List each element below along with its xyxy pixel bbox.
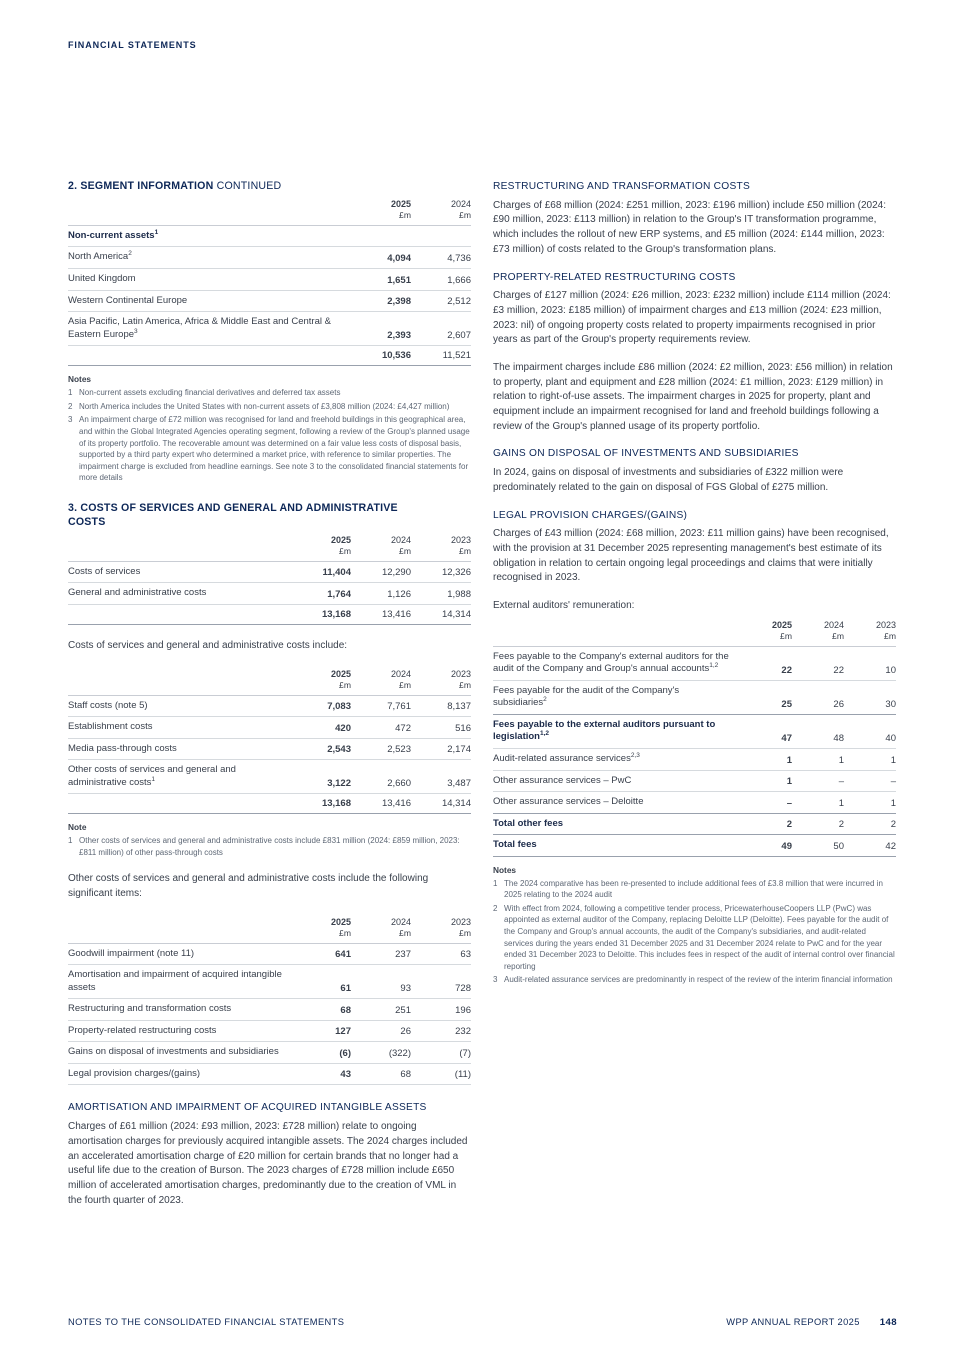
note-item	[68, 414, 471, 484]
value-2023: 42	[885, 840, 896, 852]
table-row	[68, 1042, 471, 1064]
footnote-ref: 2	[543, 696, 547, 704]
value-2023: 196	[455, 1004, 471, 1016]
auditors-fees-table	[493, 618, 896, 857]
page-number: 148	[879, 1317, 897, 1328]
significant-items-intro: Other costs of services and general and administrative costs include the following significant items:	[68, 873, 429, 900]
value-2023: 1,988	[447, 588, 471, 600]
value-2025: 68	[340, 1004, 351, 1016]
row-label: Fees payable to the Company's external auditors for the audit of the Company and Group's annual accounts$^{1,2}$	[493, 650, 729, 675]
value-2023: 1	[890, 797, 896, 809]
running-header: FINANCIAL STATEMENTS	[68, 40, 197, 50]
table-row	[68, 269, 471, 291]
value-2024: 68	[400, 1069, 411, 1081]
value-2025: 2,393	[387, 330, 411, 342]
gains-paragraph: In 2024, gains on disposal of investments and subsidiaries of £322 million were predominately related to the gain on disposal of FGS Global of £275 million.	[493, 467, 844, 493]
right-column	[493, 180, 896, 1000]
section-title-text: 2. SEGMENT INFORMATION	[68, 180, 214, 192]
table-row	[68, 717, 471, 739]
table-row	[68, 1064, 471, 1086]
row-label: Establishment costs	[68, 721, 153, 733]
value-2023: (7)	[459, 1047, 471, 1059]
table-row	[68, 247, 471, 269]
legal-provision-paragraph: Charges of £43 million (2024: £68 million, 2023: £11 million gains) have been recognised, with the provision at 31 December 2025 representing management's best estimate of its obligation in relation to certain ongoing legal proceedings and claims that were initially recognised in 2023.	[493, 528, 889, 584]
value-2025: 11,404	[322, 567, 351, 579]
value-2023: 10	[885, 664, 896, 676]
note-number: 1	[68, 388, 73, 398]
row-label: Total other fees	[493, 817, 564, 829]
table-row	[68, 965, 471, 999]
value-2025: 1	[786, 754, 792, 766]
row-label: Non-current assets$^1$	[68, 228, 159, 241]
table-row	[68, 739, 471, 761]
segment-section-title	[68, 180, 471, 194]
value-2023: 3,487	[447, 778, 471, 790]
row-label: United Kingdom	[68, 273, 136, 285]
value-2023: 232	[455, 1026, 471, 1038]
value-2023: 30	[885, 698, 896, 710]
row-label: Total fees	[493, 839, 537, 851]
note-text: Other costs of services and general and administrative costs include £831 million (2024: £859 million, 2023: £811 million) of other pass-through costs	[79, 836, 460, 857]
value-2024: 93	[400, 983, 411, 995]
two-column-layout	[68, 180, 897, 1221]
row-label: Audit-related assurance services$^{2,3}$	[493, 751, 640, 764]
note-text: Non-current assets excluding financial derivatives and deferred tax assets	[79, 388, 341, 398]
costs-breakdown-table	[68, 667, 471, 815]
value-2024: 251	[395, 1004, 411, 1016]
footer-section-title: NOTES TO THE CONSOLIDATED FINANCIAL STATEMENTS	[68, 1317, 345, 1327]
value-2025: 43	[340, 1069, 351, 1081]
value-2024: 13,416	[381, 798, 411, 810]
table-subtotal-row	[493, 715, 896, 749]
value-2025: 2,398	[387, 296, 411, 308]
value-2025: 13,168	[321, 608, 351, 620]
value-2025: 641	[335, 949, 351, 961]
value-2023: 1	[890, 754, 896, 766]
value-2023: 728	[455, 983, 471, 995]
value-2024: 26	[833, 698, 844, 710]
row-label: Gains on disposal of investments and subsidiaries	[68, 1046, 279, 1058]
left-column	[68, 180, 471, 1221]
value-2025: 4,094	[387, 253, 411, 265]
property-restructuring-paragraph-2: The impairment charges include £86 million (2024: £2 million, 2023: £56 million) in relation to property, plant and equipment and £28 million (2024: £1 million, 2023: £129 million) in relation to right-of-use assets. The impairment charges in 2025 for property, plant and equipment include an impairment recognised for land and freehold buildings following a review of the Group's planned usage of its property portfolio.	[493, 362, 893, 432]
note-number: 3	[68, 415, 73, 425]
value-2025: 22	[781, 664, 792, 676]
value-2024: 4,736	[447, 253, 471, 265]
value-2023: 63	[460, 949, 471, 961]
value-2024: 13,416	[381, 608, 411, 620]
property-restructuring-heading: PROPERTY-RELATED RESTRUCTURING COSTS	[493, 271, 736, 283]
value-2023: 516	[455, 722, 471, 734]
value-2024: 1,126	[387, 588, 411, 600]
value-2024: 1	[838, 797, 844, 809]
col-2025: 2025 £m	[330, 534, 351, 557]
table-total-row	[493, 835, 896, 857]
value-2025: 3,122	[327, 778, 351, 790]
value-2023: 40	[885, 732, 896, 744]
value-2025: –	[786, 797, 792, 809]
value-2025: 10,536	[381, 350, 411, 362]
row-label: Amortisation and impairment of acquired intangible assets	[68, 969, 282, 993]
col-2023: 2023 £m	[450, 668, 471, 690]
col-2024: 2024 £m	[390, 534, 411, 557]
value-2024: 26	[400, 1026, 411, 1038]
note-number: 3	[493, 975, 498, 985]
footnote-ref: 1,2	[709, 662, 719, 670]
amortisation-heading: AMORTISATION AND IMPAIRMENT OF ACQUIRED INTANGIBLE ASSETS	[68, 1102, 427, 1114]
value-2024: 472	[395, 722, 411, 734]
restructuring-heading: RESTRUCTURING AND TRANSFORMATION COSTS	[493, 181, 751, 192]
value-2024: (322)	[388, 1047, 411, 1059]
notes-title: Notes	[68, 374, 92, 385]
table-header	[68, 533, 471, 562]
row-label: Staff costs (note 5)	[68, 699, 148, 711]
value-2024: 50	[833, 840, 844, 852]
note-text: North America includes the United States with non-current assets of £3,808 million (2024: £4,427 million)	[79, 401, 450, 411]
report-title-text: WPP ANNUAL REPORT 2025	[726, 1317, 860, 1327]
table-row	[68, 291, 471, 313]
value-2024: 7,761	[387, 701, 411, 713]
table-row	[68, 944, 471, 966]
table-row	[68, 312, 471, 346]
table-row	[68, 999, 471, 1021]
value-2024: –	[838, 776, 844, 788]
note-item	[68, 835, 471, 858]
table-header	[493, 618, 896, 647]
table-total-row	[68, 346, 471, 366]
costs-summary-table	[68, 533, 471, 625]
table-group-row	[68, 226, 471, 248]
row-label: Property-related restructuring costs	[68, 1024, 217, 1036]
segment-table	[68, 197, 471, 366]
note-item	[68, 401, 471, 413]
auditors-notes	[493, 865, 896, 986]
footnote-ref: 3	[134, 327, 138, 335]
value-2025: (6)	[339, 1047, 351, 1059]
table-row	[493, 749, 896, 771]
note-item	[68, 387, 471, 399]
table-row	[68, 760, 471, 794]
value-2024: 22	[833, 664, 844, 676]
table-subtotal-row	[493, 814, 896, 836]
row-label: Legal provision charges/(gains)	[68, 1067, 201, 1079]
table-header	[68, 197, 471, 226]
note-number: 1	[493, 878, 498, 888]
footnote-ref: 1	[154, 228, 159, 236]
footer-report-title	[726, 1317, 897, 1328]
table-row	[493, 792, 896, 814]
value-2023: 8,137	[447, 701, 471, 713]
note-number: 1	[68, 836, 73, 846]
value-2025: 1,764	[327, 588, 351, 600]
table-row	[68, 696, 471, 718]
gains-heading: GAINS ON DISPOSAL OF INVESTMENTS AND SUBSIDIARIES	[493, 448, 799, 460]
property-restructuring-paragraph-1: Charges of £127 million (2024: £26 million, 2023: £232 million) include £114 million (2024: £3 million, 2023: £185 million) of impairment charges and £13 million (2024: £23 million, 2023: nil) of ongoing property costs related to property impairments recognised in prior years as part of the Group's property requirements review.	[493, 290, 891, 346]
table-row	[493, 771, 896, 793]
col-2023: 2023 £m	[450, 534, 471, 557]
costs-section-title: 3. COSTS OF SERVICES AND GENERAL AND ADMINISTRATIVE COSTS	[68, 501, 398, 528]
value-2023: –	[890, 776, 896, 788]
row-label: Costs of services	[68, 565, 141, 577]
value-2025: 25	[781, 698, 792, 710]
value-2024: 2	[838, 819, 844, 831]
value-2025: 2,543	[327, 744, 351, 756]
notes-title: Notes	[493, 864, 517, 875]
segment-notes	[68, 374, 471, 484]
value-2025: 13,168	[321, 798, 351, 810]
value-2024: 1	[838, 754, 844, 766]
col-2025: 2025 £m	[771, 619, 792, 642]
table-header	[68, 915, 471, 944]
value-2023: 2,174	[447, 744, 471, 756]
table-row	[68, 1021, 471, 1043]
page-footer	[68, 1317, 897, 1328]
row-label: General and administrative costs	[68, 587, 207, 599]
value-2023: 14,314	[441, 608, 471, 620]
value-2025: 47	[781, 732, 792, 744]
row-label: Asia Pacific, Latin America, Africa & Middle East and Central & Eastern Europe$^3$	[68, 316, 331, 340]
value-2024: 2,607	[447, 330, 471, 342]
value-2023: 12,326	[441, 567, 471, 579]
note-number: 2	[68, 401, 73, 411]
note-item	[493, 878, 896, 901]
table-row	[493, 681, 896, 715]
value-2024: 12,290	[381, 567, 411, 579]
table-total-row	[68, 794, 471, 814]
row-label: Goodwill impairment (note 11)	[68, 947, 195, 959]
col-2024: 2024 £m	[390, 668, 411, 690]
value-2024: 2,660	[387, 778, 411, 790]
value-2025: 2	[786, 819, 792, 831]
costs-note	[68, 822, 471, 858]
row-label: Other assurance services – PwC	[493, 774, 632, 786]
value-2024: 48	[833, 732, 844, 744]
footnote-ref: 1	[151, 775, 156, 783]
col-2024: 2024 £m	[823, 619, 844, 642]
col-2023: 2023 £m	[875, 619, 896, 642]
value-2023: 14,314	[441, 798, 471, 810]
table-row	[493, 647, 896, 681]
col-2023: 2023 £m	[450, 916, 471, 939]
value-2024: 1,666	[447, 274, 471, 286]
restructuring-paragraph: Charges of £68 million (2024: £251 million, 2023: £196 million) include £50 million (2024: £90 million, 2023: £113 million) in relation to the Group's IT transformation programme, which includes the rollout of new ERP systems, and £5 million (2024: £144 million, 2023: £73 million) of costs related to the Group's transformation plans.	[493, 199, 887, 255]
col-2025: 2025 £m	[390, 198, 411, 221]
value-2024: 2,512	[447, 296, 471, 308]
auditors-remuneration-intro: External auditors' remuneration:	[493, 600, 635, 612]
value-2024: 11,521	[442, 350, 471, 362]
significant-items-table	[68, 915, 471, 1086]
col-2025: 2025 £m	[330, 668, 351, 690]
value-2023: (11)	[454, 1069, 471, 1081]
value-2024: 2,523	[387, 744, 411, 756]
row-label: Other costs of services and general and administrative costs$^1$	[68, 764, 236, 788]
value-2025: 7,083	[327, 701, 351, 713]
note-text: Audit-related assurance services are predominantly in respect of the review of the interim financial information	[504, 975, 893, 985]
col-2025: 2025 £m	[330, 916, 351, 939]
row-label: Fees payable for the audit of the Company's subsidiaries$^2$	[493, 684, 680, 709]
value-2025: 61	[340, 983, 351, 995]
legal-provision-heading: LEGAL PROVISION CHARGES/(GAINS)	[493, 509, 688, 521]
footnote-ref: 2,3	[630, 751, 640, 759]
amortisation-paragraph: Charges of £61 million (2024: £93 million, 2023: £728 million) relate to ongoing amortisation charges for previously acquired intangible assets. The 2024 charges included an accelerated amortisation charge of £20 million for certain brands that no longer had a useful life due to the creation of Burson. The 2023 charges of £728 million include £650 million of accelerated amortisation charges, predominantly due to the creation of VML in the fourth quarter of 2023.	[68, 1121, 468, 1206]
value-2025: 49	[781, 840, 792, 852]
note-text: An impairment charge of £72 million was recognised for land and freehold buildings in this geographical area, and within the Global Integrated Agencies operating segment, following a review of the Group's planned usage of its property portfolio. The recoverable amount was determined on a fair value less costs of disposal basis, supported by a third party expert who determined a market price, with reference to similar properties. The impairment charge is excluded from headline earnings. See note 3 to the consolidated financial statements for more details	[79, 415, 470, 483]
footnote-ref: 2	[128, 250, 132, 258]
row-label: Fees payable to the external auditors pursuant to legislation$^{1,2}$	[493, 718, 716, 743]
table-row	[68, 562, 471, 584]
value-2025: 420	[335, 722, 351, 734]
table-header	[68, 667, 471, 696]
value-2023: 2	[890, 819, 896, 831]
row-label: North America$^2$	[68, 250, 132, 263]
costs-include-intro: Costs of services and general and administrative costs include:	[68, 639, 348, 651]
note-text: With effect from 2024, following a competitive tender process, PricewaterhouseCoopers LLP (PwC) was appointed as external auditor of the Company, replacing Deloitte LLP (Deloitte). Fees payable for the audit of the Company and Group's annual accounts, the audit of the Company's subsidiaries, and audit-related services during the years ended 31 December 2025 and 31 December 2024 relate to PwC and for the year ended 31 December 2023 to Deloitte. This includes fees in respect of the audit of internal control over financial reporting	[504, 903, 895, 971]
col-2024: 2024 £m	[450, 198, 471, 221]
value-2024: 237	[395, 949, 411, 961]
table-row	[68, 583, 471, 605]
note-text: The 2024 comparative has been re-presented to include additional fees of £3.8 million that were incurred in 2025 relating to the 2024 audit	[504, 878, 883, 900]
value-2025: 1	[786, 776, 792, 788]
col-2024: 2024 £m	[390, 916, 411, 939]
row-label: Restructuring and transformation costs	[68, 1003, 232, 1015]
row-label: Media pass-through costs	[68, 742, 177, 754]
value-2025: 1,651	[387, 274, 411, 286]
note-number: 2	[493, 903, 498, 913]
row-label: Other assurance services – Deloitte	[493, 796, 644, 808]
table-total-row	[68, 605, 471, 625]
row-label: Western Continental Europe	[68, 294, 188, 306]
footnote-ref: 1,2	[539, 730, 550, 738]
note-item	[493, 974, 896, 986]
section-title-continued: CONTINUED	[213, 180, 282, 192]
notes-title: Note	[68, 822, 87, 833]
value-2025: 127	[335, 1026, 351, 1038]
note-item	[493, 903, 896, 973]
